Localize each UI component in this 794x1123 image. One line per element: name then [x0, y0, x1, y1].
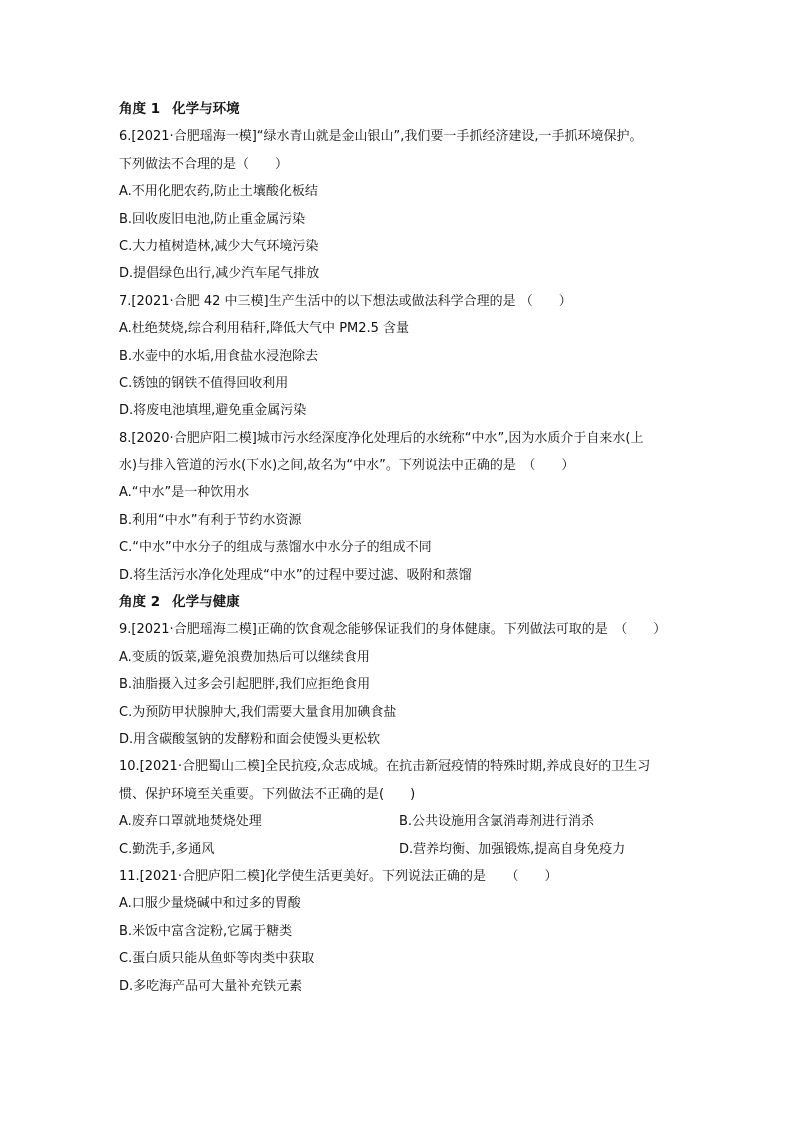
option-c: C.为预防甲状腺肿大,我们需要大量食用加碘食盐	[119, 704, 397, 720]
option-b: B.水壶中的水垢,用食盐水浸泡除去	[119, 348, 319, 364]
question-stem: 惯、保护环境至关重要。下列做法不正确的是( )	[119, 786, 416, 802]
option-b: B.利用“中水”有利于节约水资源	[119, 512, 302, 528]
question-11	[119, 863, 679, 1000]
section-title: 化学与健康	[172, 594, 240, 611]
option-b: B.米饭中富含淀粉,它属于糖类	[119, 923, 293, 939]
option-a: A.“中水”是一种饮用水	[119, 485, 250, 501]
option-a: A.变质的饭菜,避免浪费加热后可以继续食用	[119, 649, 370, 665]
question-stem: 水)与排入管道的污水(下水)之间,故名为“中水”。下列说法中正确的是 （ ）	[119, 458, 575, 474]
option-c: C.锈蚀的钢铁不值得回收利用	[119, 375, 289, 391]
question-8	[119, 425, 679, 589]
option-a: A.杜绝焚烧,综合利用秸秆,降低大气中 PM2.5 含量	[119, 321, 410, 337]
section-heading	[119, 96, 679, 123]
question-stem: 7.[2021·合肥 42 中三模]生产生活中的以下想法或做法科学合理的是 （ ）	[119, 293, 572, 309]
question-6	[119, 123, 679, 287]
question-9	[119, 616, 679, 753]
question-stem: 11.[2021·合肥庐阳二模]化学使生活更美好。下列说法正确的是 （ ）	[119, 868, 558, 884]
section-label: 角度 1	[119, 101, 161, 117]
option-d: D.用含碳酸氢钠的发酵粉和面会使馒头更松软	[119, 731, 381, 747]
option-b: B.公共设施用含氯消毒剂进行消杀	[399, 814, 595, 830]
option-d: D.多吃海产品可大量补充铁元素	[119, 978, 303, 994]
option-c: C.“中水”中水分子的组成与蒸馏水中水分子的组成不同	[119, 540, 432, 556]
question-stem: 9.[2021·合肥瑶海二模]正确的饮食观念能够保证我们的身体健康。下列做法可取的是 （ ）	[119, 622, 667, 638]
option-c: C.勤洗手,多通风	[119, 841, 215, 857]
worksheet-content	[119, 96, 679, 1000]
option-a: A.废弃口罩就地焚烧处理	[119, 814, 262, 830]
option-a: A.口服少量烧碱中和过多的胃酸	[119, 896, 301, 912]
option-c: C.大力植树造林,减少大气环境污染	[119, 238, 319, 254]
option-d: D.将废电池填埋,避免重金属污染	[119, 403, 307, 419]
question-stem: 10.[2021·合肥蜀山二模]全民抗疫,众志成城。在抗击新冠疫情的特殊时期,养成良好的卫生习	[119, 759, 651, 775]
section-title: 化学与环境	[172, 101, 240, 117]
option-b: B.油脂摄入过多会引起肥胖,我们应拒绝食用	[119, 677, 371, 693]
option-d: D.营养均衡、加强锻炼,提高自身免疫力	[399, 841, 626, 857]
section-label: 角度 2	[119, 594, 161, 611]
option-a: A.不用化肥农药,防止土壤酸化板结	[119, 184, 318, 200]
question-10	[119, 753, 679, 863]
section-heading	[119, 589, 679, 616]
option-c: C.蛋白质只能从鱼虾等肉类中获取	[119, 951, 315, 967]
option-d: D.将生活污水净化处理成“中水”的过程中要过滤、吸附和蒸馏	[119, 567, 472, 583]
option-row	[119, 836, 679, 863]
question-stem: 6.[2021·合肥瑶海一模]“绿水青山就是金山银山”,我们要一手抓经济建设,一手抓环境保护。	[119, 129, 643, 145]
option-d: D.提倡绿色出行,减少汽车尾气排放	[119, 266, 320, 282]
question-7	[119, 288, 679, 425]
option-b: B.回收废旧电池,防止重金属污染	[119, 211, 306, 227]
option-row	[119, 808, 679, 835]
question-stem: 8.[2020·合肥庐阳二模]城市污水经深度净化处理后的水统称“中水”,因为水质介于自来水(上	[119, 430, 644, 446]
question-stem: 下列做法不合理的是（ ）	[119, 156, 289, 172]
